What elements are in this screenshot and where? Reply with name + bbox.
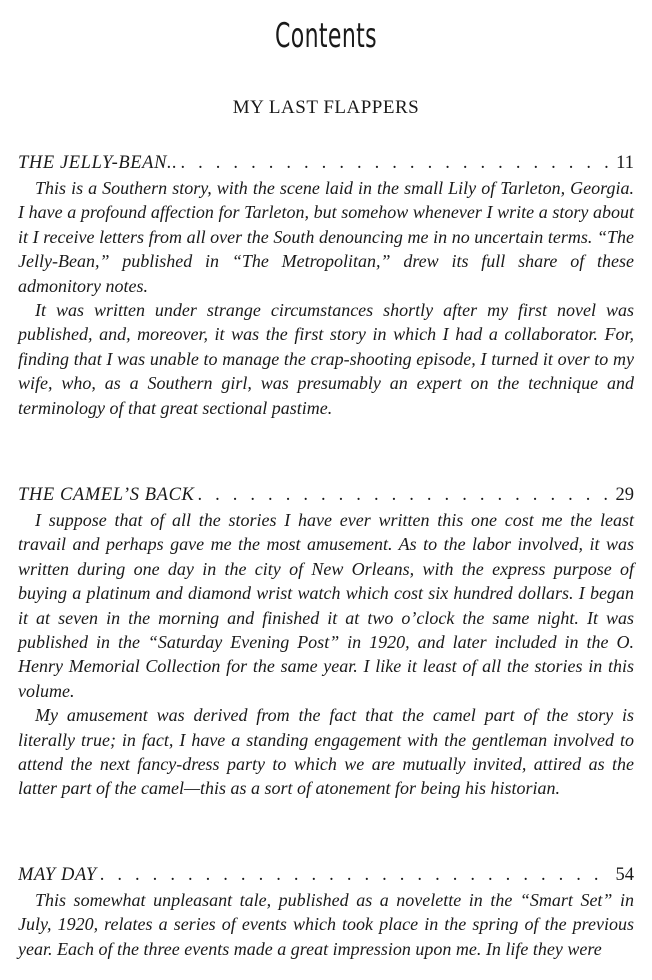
dot-leader [97, 862, 612, 888]
entry-description-paragraph: My amusement was derived from the fact that the camel part of the story is literally true; in fact, I have a standing engagement with the gentleman involved to attend the next fancy-dress party to which we are mutually invited, attired as the latter part of the camel—this as a sort of atonement for being his historian. [18, 705, 634, 799]
toc-entry-may-day [18, 862, 634, 961]
entry-description-paragraph: It was written under strange circumstances shortly after my first novel was published, and, moreover, it was the first story in which I had a collaborator. For, finding that I was unable to manage the crap-shooting episode, I turned it over to my wife, who, as a Southern girl, was presumably an expert on the technique and terminology of that great sectional pastime. [18, 300, 634, 418]
toc-entry-title: THE JELLY-BEAN.. [18, 153, 178, 173]
entry-description-paragraph: This somewhat unpleasant tale, published as a novelette in the “Smart Set” in July, 1920, relates a series of events which took place in the spring of the previous year. Each of the three events made a great impression upon me. In life they were [18, 890, 634, 959]
toc-entry-heading[interactable] [18, 482, 634, 508]
dot-leader [194, 482, 611, 508]
toc-entry-jelly-bean [18, 150, 634, 420]
toc-entry-heading[interactable] [18, 862, 634, 888]
toc-entry-camels-back [18, 482, 634, 801]
toc-entry-title: MAY DAY [18, 865, 97, 885]
toc-entry-page-number: 29 [615, 485, 634, 505]
entry-description-paragraph: This is a Southern story, with the scene laid in the small Lily of Tarleton, Georgia. I have a profound affection for Tarleton, but somehow whenever I write a story about it I receive letters from all over the South denouncing me in no uncertain terms. “The Jelly-Bean,” published in “The Metropolitan,” drew its full share of these admonitory notes. [18, 178, 634, 296]
entry-description-paragraph: I suppose that of all the stories I have ever written this one cost me the least travail and perhaps gave me the most amusement. As to the labor involved, it was written during one day in the city of New Orleans, with the express purpose of buying a platinum and diamond wrist watch which cost six hundred dollars. I began it at seven in the morning and finished it at two o’clock the same night. It was published in the “Saturday Evening Post” in 1920, and later included in the O. Henry Memorial Collection for the same year. I like it least of all the stories in this volume. [18, 510, 634, 701]
section-heading: MY LAST FLAPPERS [232, 97, 420, 118]
toc-entry-page-number: 11 [616, 153, 634, 173]
toc-entry-heading[interactable] [18, 150, 634, 176]
dot-leader [177, 150, 612, 176]
toc-entry-title: THE CAMEL’S BACK [18, 485, 195, 505]
page-title: Contents [275, 16, 377, 56]
toc-entry-page-number: 54 [615, 865, 634, 885]
